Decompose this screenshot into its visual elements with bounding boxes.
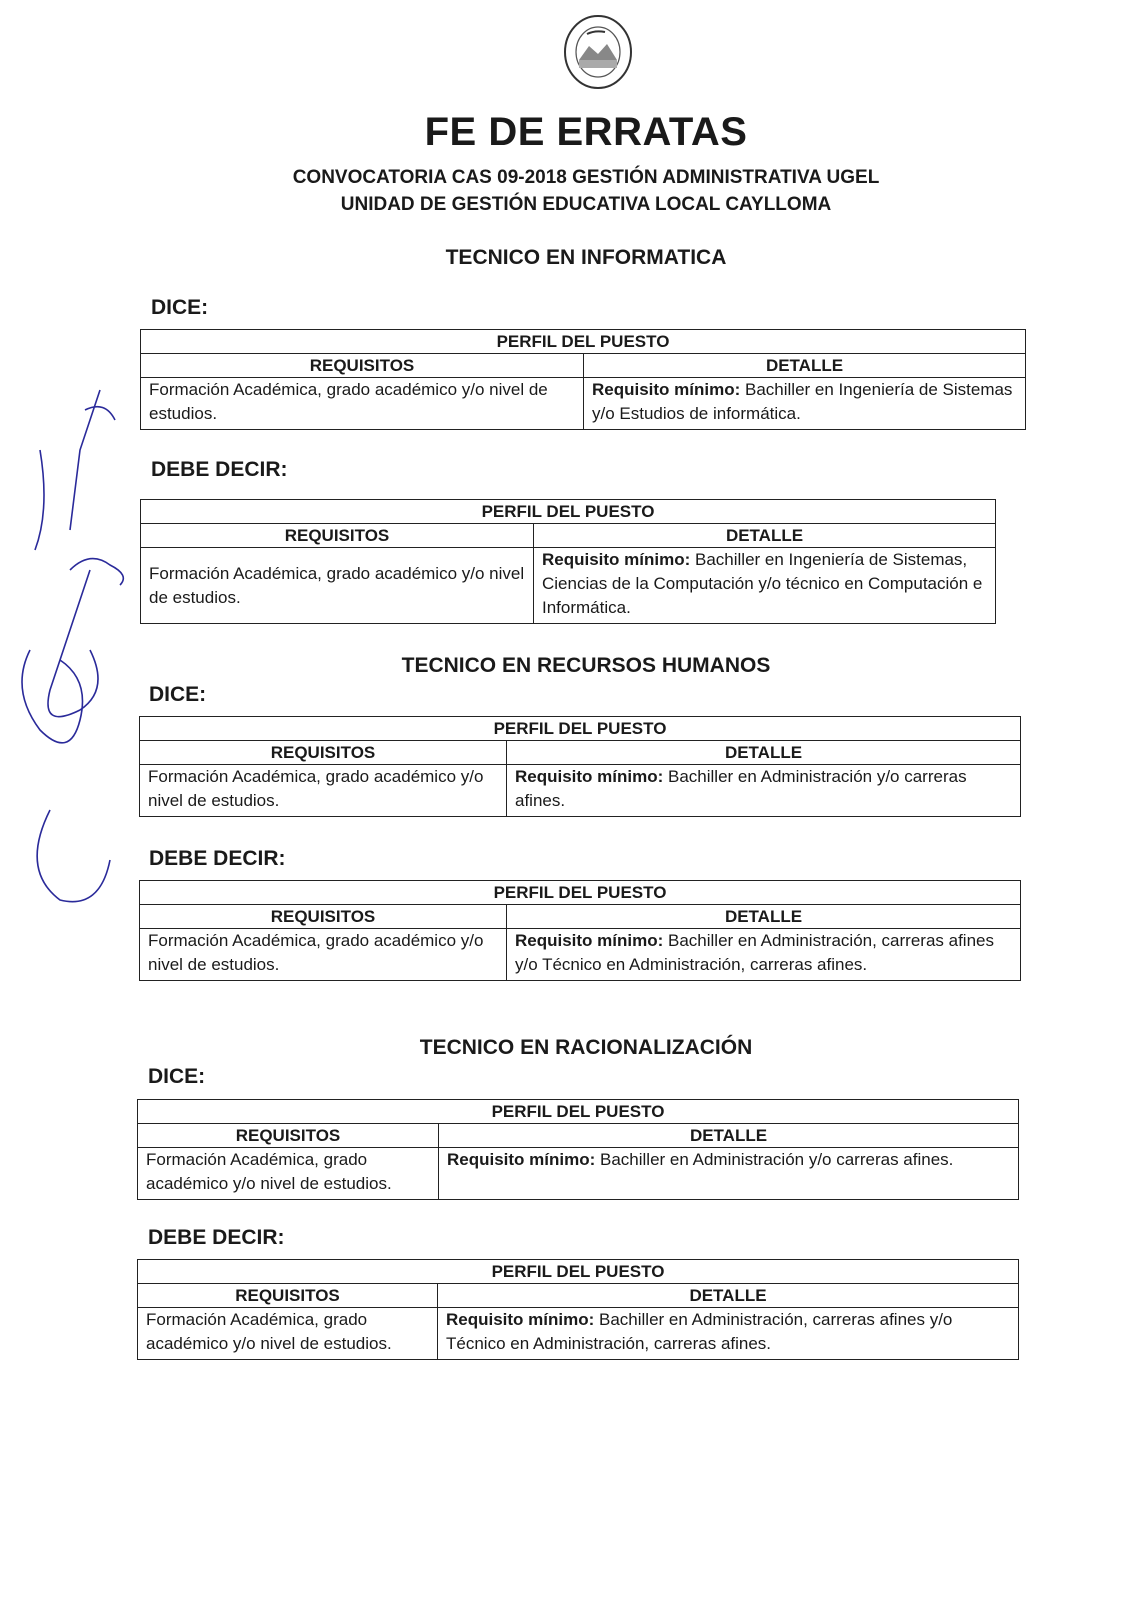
detalle-text: Bachiller en Ingeniería de Sistemas, Ciencias de la Computación y/o técnico en Computación e Informática. [542, 550, 983, 617]
detalle-cell [534, 548, 996, 624]
detalle-text: Bachiller en Administración, carreras afines y/o Técnico en Administración, carreras afines. [515, 931, 994, 974]
perfil-table [139, 716, 1021, 817]
dice-label: DICE: [149, 683, 207, 706]
requisito-minimo-label: Requisito mínimo: [515, 767, 664, 786]
document-title: FE DE ERRATAS [424, 110, 748, 154]
detalle-cell [507, 765, 1021, 817]
perfil-table [137, 1259, 1019, 1360]
column-header-requisitos: REQUISITOS [138, 1284, 438, 1308]
table-row [141, 378, 1026, 430]
requisito-minimo-label: Requisito mínimo: [446, 1310, 595, 1329]
table-row [140, 929, 1021, 981]
subtitle-convocatoria: CONVOCATORIA CAS 09-2018 GESTIÓN ADMINISTRATIVA UGEL [292, 167, 880, 188]
ugel-seal-logo [563, 14, 633, 90]
requisito-cell: Formación Académica, grado académico y/o nivel de estudios. [138, 1308, 438, 1360]
debe-decir-label: DEBE DECIR: [149, 847, 286, 870]
column-header-row [138, 1284, 1019, 1308]
section-title: TECNICO EN RACIONALIZACIÓN [419, 1036, 753, 1059]
table-header: PERFIL DEL PUESTO [140, 717, 1021, 741]
detalle-text: Bachiller en Administración y/o carreras afines. [515, 767, 967, 810]
subtitle-unidad: UNIDAD DE GESTIÓN EDUCATIVA LOCAL CAYLLOMA [340, 194, 832, 215]
column-header-row [140, 741, 1021, 765]
table-header: PERFIL DEL PUESTO [138, 1100, 1019, 1124]
requisito-minimo-label: Requisito mínimo: [592, 380, 741, 399]
section-title: TECNICO EN RECURSOS HUMANOS [401, 654, 771, 677]
column-header-detalle: DETALLE [438, 1284, 1019, 1308]
detalle-cell [507, 929, 1021, 981]
table-header: PERFIL DEL PUESTO [141, 330, 1026, 354]
table-row [140, 765, 1021, 817]
column-header-requisitos: REQUISITOS [141, 524, 534, 548]
detalle-cell [438, 1308, 1019, 1360]
perfil-table [137, 1099, 1019, 1200]
perfil-table [139, 880, 1021, 981]
debe-decir-label: DEBE DECIR: [151, 458, 288, 481]
table-header: PERFIL DEL PUESTO [141, 500, 996, 524]
perfil-table [140, 329, 1026, 430]
table-header: PERFIL DEL PUESTO [138, 1260, 1019, 1284]
requisito-minimo-label: Requisito mínimo: [447, 1150, 596, 1169]
table-header: PERFIL DEL PUESTO [140, 881, 1021, 905]
header-row [141, 330, 1026, 354]
column-header-detalle: DETALLE [584, 354, 1026, 378]
column-header-requisitos: REQUISITOS [140, 905, 507, 929]
header-row [138, 1260, 1019, 1284]
column-header-row [141, 354, 1026, 378]
column-header-detalle: DETALLE [507, 905, 1021, 929]
table-row [138, 1148, 1019, 1200]
requisito-cell: Formación Académica, grado académico y/o nivel de estudios. [141, 378, 584, 430]
debe-decir-label: DEBE DECIR: [148, 1226, 285, 1249]
detalle-text: Bachiller en Administración, carreras afines y/o Técnico en Administración, carreras afines. [446, 1310, 953, 1353]
requisito-minimo-label: Requisito mínimo: [542, 550, 691, 569]
requisito-minimo-label: Requisito mínimo: [515, 931, 664, 950]
header-row [138, 1100, 1019, 1124]
requisito-cell: Formación Académica, grado académico y/o nivel de estudios. [140, 929, 507, 981]
dice-label: DICE: [151, 296, 209, 319]
column-header-row [140, 905, 1021, 929]
table-row [138, 1308, 1019, 1360]
column-header-detalle: DETALLE [534, 524, 996, 548]
header-row [140, 881, 1021, 905]
table-row [141, 548, 996, 624]
detalle-text: Bachiller en Administración y/o carreras afines. [595, 1150, 954, 1169]
detalle-cell [439, 1148, 1019, 1200]
header-row [140, 717, 1021, 741]
column-header-requisitos: REQUISITOS [141, 354, 584, 378]
column-header-row [141, 524, 996, 548]
header-row [141, 500, 996, 524]
detalle-text: Bachiller en Ingeniería de Sistemas y/o Estudios de informática. [592, 380, 1013, 423]
dice-label: DICE: [148, 1065, 206, 1088]
column-header-detalle: DETALLE [439, 1124, 1019, 1148]
column-header-requisitos: REQUISITOS [140, 741, 507, 765]
column-header-requisitos: REQUISITOS [138, 1124, 439, 1148]
requisito-cell: Formación Académica, grado académico y/o nivel de estudios. [140, 765, 507, 817]
requisito-cell: Formación Académica, grado académico y/o nivel de estudios. [141, 548, 534, 624]
handwritten-signatures [10, 370, 140, 910]
perfil-table [140, 499, 996, 624]
requisito-cell: Formación Académica, grado académico y/o nivel de estudios. [138, 1148, 439, 1200]
section-title: TECNICO EN INFORMATICA [445, 246, 727, 269]
detalle-cell [584, 378, 1026, 430]
column-header-detalle: DETALLE [507, 741, 1021, 765]
column-header-row [138, 1124, 1019, 1148]
